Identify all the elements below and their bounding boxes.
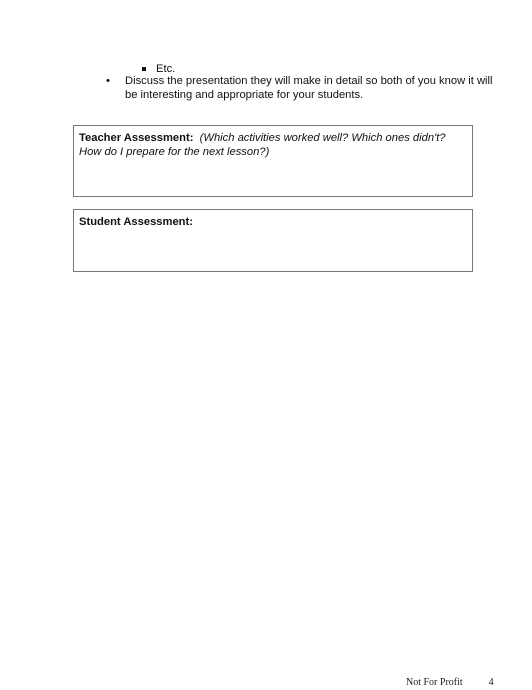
footer-label: Not For Profit xyxy=(406,677,463,688)
teacher-assessment-colon: : xyxy=(189,132,194,144)
round-bullet-icon: • xyxy=(106,75,110,87)
square-bullet-icon xyxy=(142,67,146,71)
student-assessment-heading: Student Assessment: xyxy=(79,216,193,228)
bullet-text: Discuss the presentation they will make in detail so both of you know it will be interesting and appropriate for your students. xyxy=(125,75,493,101)
teacher-assessment-heading: Teacher Assessment xyxy=(79,132,190,144)
student-assessment-box xyxy=(73,209,473,272)
sub-bullet-text: Etc. xyxy=(156,63,176,75)
teacher-assessment-note: (Which activities worked well? Which ones didn't? How do I prepare for the next lesson?) xyxy=(79,132,446,158)
teacher-assessment-box xyxy=(73,125,473,197)
page-number: 4 xyxy=(488,677,494,688)
